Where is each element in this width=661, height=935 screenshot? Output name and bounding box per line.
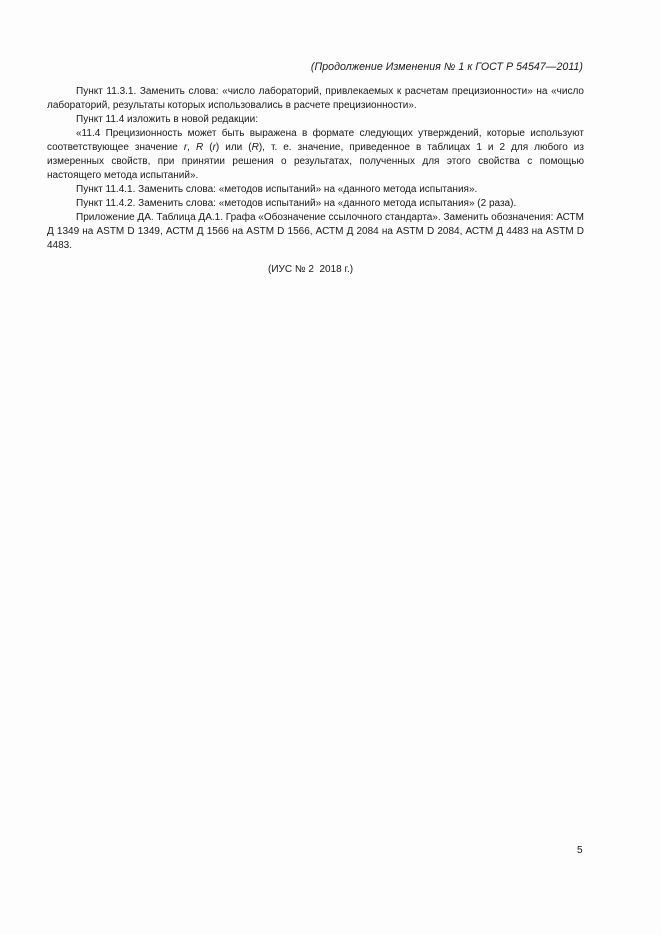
paragraph-11-3-1: Пункт 11.3.1. Заменить слова: «число лабораторий, привлекаемых к расчетам прецизионности» на «число лабораторий, результаты которых использовались в расчете прецизионности». [47, 86, 584, 111]
p3-mid: ) или ( [215, 142, 252, 153]
page-number: 5 [577, 845, 583, 856]
symbol-r: r [183, 142, 188, 153]
ius-reference: (ИУС № 2 2018 г.) [268, 264, 354, 275]
continuation-header: (Продолжение Изменения № 1 к ГОСТ Р 54547—2011) [310, 61, 583, 73]
p3-pre: «11.4 Прецизионность может быть выражена в формате следующих утверждений, которые используют соответствующее значение [47, 128, 584, 153]
paragraph-11-4-new-text [47, 127, 584, 183]
amendment-text [47, 85, 584, 253]
paragraph-11-4-intro: Пункт 11.4 изложить в новой редакции: [76, 114, 259, 125]
p3-post: ), т. е. значение, приведенное в таблицах 1 и 2 для любого из измеренных свойств, при принятии решения о результатах, полученных для этого свойства с помощью настоящего метода испытаний». [47, 142, 584, 181]
paragraph-11-4-1: Пункт 11.4.1. Заменить слова: «методов испытаний» на «данного метода испытания». [76, 184, 478, 195]
paragraph-annex-da: Приложение ДА. Таблица ДА.1. Графа «Обозначение ссылочного стандарта». Заменить обозначения: АСТМ Д 1349 на ASTM D 1349, АСТМ Д 1566 на ASTM D 1566, АСТМ Д 2084 на ASTM D 2084, АСТМ Д 4483 на ASTM D 4483. [47, 212, 584, 251]
p3-open1: ( [203, 142, 213, 153]
symbol-r-2: r [212, 142, 216, 153]
p3-sep1: , [187, 142, 196, 153]
paragraph-11-4-2: Пункт 11.4.2. Заменить слова: «методов испытаний» на «данного метода испытания» (2 раза). [76, 198, 517, 209]
symbol-R-2: R [251, 142, 259, 153]
symbol-R: R [195, 142, 204, 153]
